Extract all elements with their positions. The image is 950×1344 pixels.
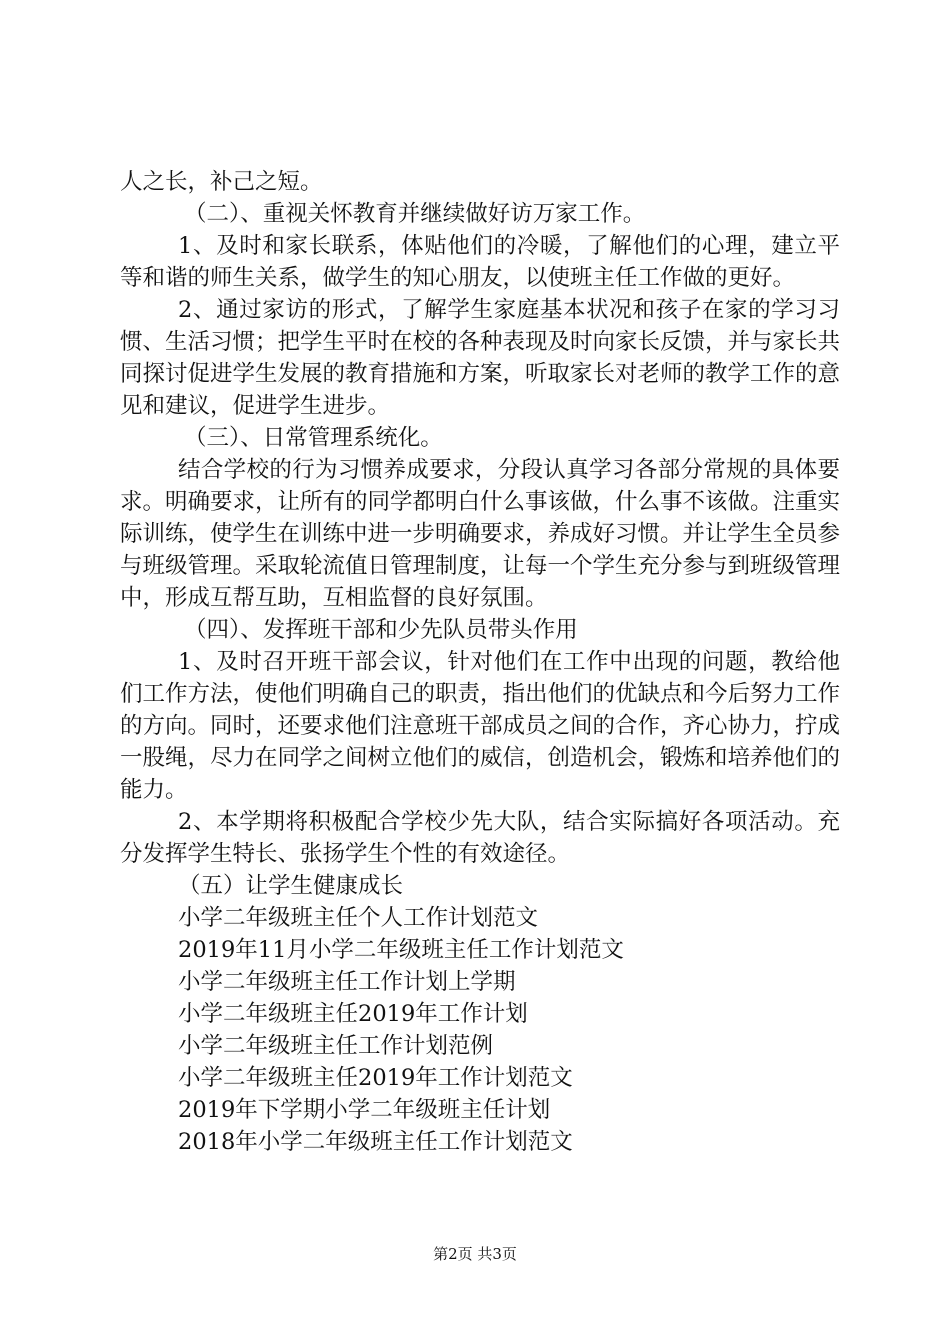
list-item: 小学二年级班主任工作计划范例 <box>178 1033 494 1059</box>
paragraph: 1、及时召开班干部会议，针对他们在工作中出现的问题，教给他们工作方法，使他们明确自己的职责，指出他们的优缺点和今后努力工作的方向。同时，还要求他们注意班干部成员之间的合作，齐心协力，拧成一股绳，尽力在同学之间树立他们的威信，创造机会，锻炼和培养他们的能力。 <box>120 649 841 803</box>
list-item: （五）让学生健康成长 <box>178 873 404 899</box>
paragraph: （三）、日常管理系统化。 <box>184 425 443 451</box>
paragraph: 结合学校的行为习惯养成要求，分段认真学习各部分常规的具体要求。明确要求，让所有的同学都明白什么事该做，什么事不该做。注重实际训练，使学生在训练中进一步明确要求，养成好习惯。并让学生全员参与班级管理。采取轮流值日管理制度，让每一个学生充分参与到班级管理中，形成互帮互助，互相监督的良好氛围。 <box>120 457 841 611</box>
related-list <box>120 870 840 1158</box>
paragraph: （四）、发挥班干部和少先队员带头作用 <box>184 617 578 643</box>
paragraph: （二）、重视关怀教育并继续做好访万家工作。 <box>184 201 646 227</box>
paragraph: 人之长，补己之短。 <box>120 169 323 195</box>
list-item: 2018年小学二年级班主任工作计划范文 <box>178 1129 573 1155</box>
list-item: 小学二年级班主任个人工作计划范文 <box>178 905 539 931</box>
document-body <box>120 166 840 1158</box>
page-footer: 第2页 共3页 <box>433 1245 517 1263</box>
list-item: 小学二年级班主任工作计划上学期 <box>178 969 516 995</box>
list-item: 小学二年级班主任2019年工作计划 <box>178 1001 528 1027</box>
paragraph: 2、本学期将积极配合学校少先大队，结合实际搞好各项活动。充分发挥学生特长、张扬学生个性的有效途径。 <box>120 809 840 867</box>
paragraph: 2、通过家访的形式，了解学生家庭基本状况和孩子在家的学习习惯、生活习惯；把学生平时在校的各种表现及时向家长反馈，并与家长共同探讨促进学生发展的教育措施和方案，听取家长对老师的教学工作的意见和建议，促进学生进步。 <box>120 297 841 419</box>
paragraph: 1、及时和家长联系，体贴他们的冷暖，了解他们的心理，建立平等和谐的师生关系，做学生的知心朋友，以使班主任工作做的更好。 <box>120 233 840 291</box>
paragraph-list <box>120 166 840 870</box>
list-item: 小学二年级班主任2019年工作计划范文 <box>178 1065 573 1091</box>
list-item: 2019年下学期小学二年级班主任计划 <box>178 1097 551 1123</box>
list-item: 2019年11月小学二年级班主任工作计划范文 <box>178 937 624 963</box>
